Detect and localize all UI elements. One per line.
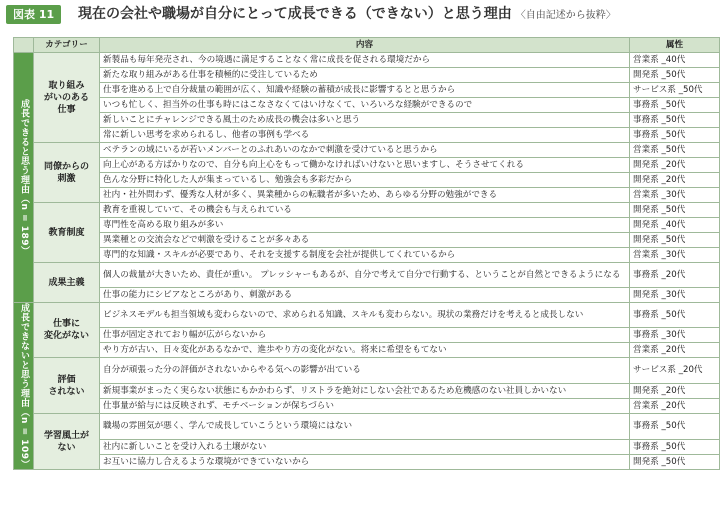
row-content: 社内に新しいことを受け入れる土壌がない	[100, 440, 630, 455]
row-attribute: 営業系 _30代	[630, 188, 720, 203]
figure-title-text: 現在の会社や職場が自分にとって成長できる（できない）と思う理由	[78, 6, 512, 22]
row-attribute: 事務系 _50代	[630, 440, 720, 455]
table-row	[14, 173, 720, 188]
row-content: 仕事を進める上で自分裁量の範囲が広く、知識や経験の蓄積が成長に影響するとと思うから	[100, 83, 630, 98]
header-group	[14, 38, 34, 53]
row-content: ビジネスモデルも担当領域も変わらないので、求められる知識、スキルも変わらない。現状の業務だけを考えると成長しない	[100, 303, 630, 328]
group-label: 成長できると思う理由（n = 189）	[19, 99, 29, 256]
row-attribute: 営業系 _30代	[630, 248, 720, 263]
row-attribute: 開発系 _20代	[630, 173, 720, 188]
row-attribute: 事務系 _50代	[630, 113, 720, 128]
table-row	[14, 68, 720, 83]
figure-badge: 図表 11	[6, 5, 61, 24]
table-row	[14, 128, 720, 143]
table-row	[14, 188, 720, 203]
table-row	[14, 53, 720, 68]
header-content: 内容	[100, 38, 630, 53]
header-attribute: 属性	[630, 38, 720, 53]
table-header-row	[14, 38, 720, 53]
row-attribute: 事務系 _50代	[630, 303, 720, 328]
table-row	[14, 414, 720, 440]
row-attribute: 開発系 _50代	[630, 203, 720, 218]
row-content: お互いに協力し合えるような環境ができていないから	[100, 455, 630, 470]
category-cell	[34, 358, 100, 414]
table-row	[14, 98, 720, 113]
row-attribute: 営業系 _50代	[630, 143, 720, 158]
row-content: 色んな分野に特化した人が集まっているし、勉強会も多彩だから	[100, 173, 630, 188]
table-row	[14, 455, 720, 470]
row-attribute: 事務系 _50代	[630, 128, 720, 143]
figure-header	[0, 0, 728, 30]
row-content: 仕事が固定されており幅が広がらないから	[100, 328, 630, 343]
row-attribute: 営業系 _40代	[630, 53, 720, 68]
reasons-table-wrap	[13, 37, 719, 470]
row-attribute: 事務系 _50代	[630, 98, 720, 113]
category-cell	[34, 53, 100, 143]
table-row	[14, 440, 720, 455]
row-content: 新規事業がまったく実らない状態にもかかわらず、リストラを絶対にしない会社であるため危機感のない社員しかいない	[100, 384, 630, 399]
table-row	[14, 384, 720, 399]
row-content: 社内・社外問わず、優秀な人材が多く、異業種からの転職者が多いため、あらゆる分野の勉強ができる	[100, 188, 630, 203]
category-cell	[34, 303, 100, 358]
row-attribute: 営業系 _20代	[630, 343, 720, 358]
row-attribute: サービス系 _20代	[630, 358, 720, 384]
table-row	[14, 83, 720, 98]
category-cell	[34, 203, 100, 263]
category-label: 同僚からの 刺激	[43, 161, 89, 184]
table-row	[14, 288, 720, 303]
row-attribute: 開発系 _50代	[630, 233, 720, 248]
table-row	[14, 343, 720, 358]
reasons-table	[13, 37, 720, 470]
row-attribute: 開発系 _50代	[630, 68, 720, 83]
table-row	[14, 263, 720, 288]
category-cell	[34, 263, 100, 303]
figure-subtitle: 〈自由記述から抜粋〉	[515, 10, 616, 21]
row-content: 仕事量が給与には反映されず、モチベーションが保ちづらい	[100, 399, 630, 414]
row-content: 新たな取り組みがある仕事を積極的に受注しているため	[100, 68, 630, 83]
row-attribute: 開発系 _20代	[630, 158, 720, 173]
group-cell-grow	[14, 53, 34, 303]
table-row	[14, 248, 720, 263]
category-cell	[34, 414, 100, 470]
category-label: 評価 されない	[48, 374, 85, 397]
row-content: 専門的な知識・スキルが必要であり、それを支援する制度を会社が提供してくれているから	[100, 248, 630, 263]
group-label: 成長できないと思う理由（n = 109）	[19, 303, 29, 470]
row-attribute: 開発系 _20代	[630, 384, 720, 399]
row-attribute: 開発系 _40代	[630, 218, 720, 233]
category-cell	[34, 143, 100, 203]
row-content: ベテランの域にいるが若いメンバーとのふれあいのなかで刺激を受けていると思うから	[100, 143, 630, 158]
row-attribute: サービス系 _50代	[630, 83, 720, 98]
table-row	[14, 233, 720, 248]
table-row	[14, 328, 720, 343]
row-attribute: 事務系 _50代	[630, 414, 720, 440]
row-attribute: 事務系 _30代	[630, 328, 720, 343]
row-content: 仕事の能力にシビアなところがあり、刺激がある	[100, 288, 630, 303]
row-attribute: 事務系 _20代	[630, 263, 720, 288]
row-attribute: 開発系 _50代	[630, 455, 720, 470]
row-content: やり方が古い、日々変化があるなかで、進歩やり方の変化がない。将来に希望をもてない	[100, 343, 630, 358]
row-content: 専門性を高める取り組みが多い	[100, 218, 630, 233]
table-row	[14, 203, 720, 218]
category-label: 仕事に 変化がない	[43, 319, 89, 341]
table-row	[14, 218, 720, 233]
row-content: 異業種との交流会などで刺激を受けることが多々ある	[100, 233, 630, 248]
row-content: 個人の裁量が大きいため、責任が重い。 プレッシャーもあるが、自分で考えて自分で行動する、ということが自然とできるようになる	[100, 263, 630, 288]
table-row	[14, 399, 720, 414]
table-row	[14, 358, 720, 384]
row-content: 常に新しい思考を求められるし、他者の事例も学べる	[100, 128, 630, 143]
table-row	[14, 143, 720, 158]
row-content: 向上心がある方ばかりなので、自分も向上心をもって働かなければいけないと思いますし、そうさせてくれる	[100, 158, 630, 173]
row-content: 自分が頑張った分の評価がされないからやる気への影響が出ている	[100, 358, 630, 384]
header-category: カテゴリー	[34, 38, 100, 53]
category-label: 教育制度	[48, 227, 85, 238]
row-content: 新しいことにチャレンジできる風土のため成長の機会は多いと思う	[100, 113, 630, 128]
category-label: 取り組み がいのある 仕事	[43, 80, 89, 115]
table-row	[14, 158, 720, 173]
row-attribute: 開発系 _30代	[630, 288, 720, 303]
category-label: 学習風土が ない	[43, 430, 89, 453]
row-content: いつも忙しく、担当外の仕事も時にはこなさなくてはいけなくて、いろいろな経験ができるので	[100, 98, 630, 113]
figure-title	[78, 4, 616, 26]
category-label: 成果主義	[48, 277, 85, 288]
table-row	[14, 113, 720, 128]
group-cell-not-grow	[14, 303, 34, 470]
row-content: 教育を重視していて、その機会も与えられている	[100, 203, 630, 218]
table-row	[14, 303, 720, 328]
row-attribute: 営業系 _20代	[630, 399, 720, 414]
row-content: 職場の雰囲気が悪く、学んで成長していこうという環境にはない	[100, 414, 630, 440]
row-content: 新製品も毎年発売され、今の境遇に満足することなく常に成長を促される環境だから	[100, 53, 630, 68]
